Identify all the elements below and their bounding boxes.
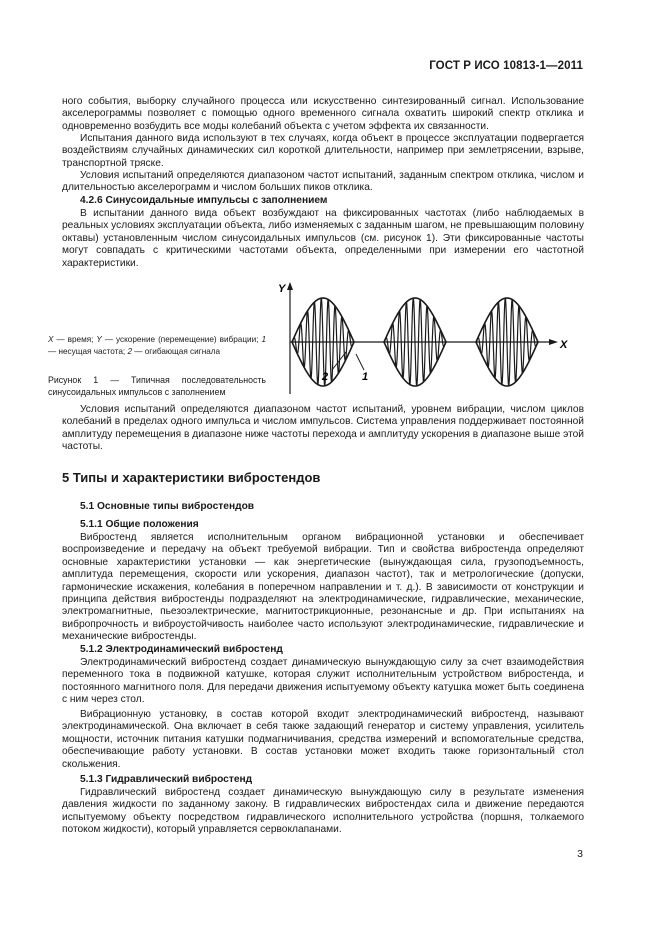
paragraph-4: В испытании данного вида объект возбуждают на фиксированных частотах (либо наблюдаемых в реальных условиях эксплуатации объекта, либо изменяемых с заданным шагом, не превышающим половину октавы) установленным числом синусоидальных импульсов (см. рисунок 1). Эти фиксированные частоты могут совпадать с критическими частотами объекта, определенными при измерении его частотной характеристики.	[62, 208, 584, 269]
heading-5-1-1: 5.1.1 Общие положения	[80, 519, 199, 530]
paragraph-8: Вибрационную установку, в состав которой входит электродинамический вибростенд, называют электродинамической. Она включает в себя также задающий генератор и систему управления, усилитель мощности, источник питания катушки подмагничивания, средства измерений и вспомогательные средства, обеспечивающие работу установки. В состав установки может входить также горизонтальный стол скольжения.	[62, 709, 584, 770]
callout-1-leader	[356, 354, 364, 370]
legend-y-symbol: Y	[96, 335, 102, 344]
paragraph-9: Гидравлический вибростенд создает динамическую вынуждающую силу в результате изменения давления жидкости по заданному закону. В гидравлических вибростендах сила и движение передаются испытуемому объекту посредством гидравлического исполнительного устройства (поршня, толкаемого потоком жидкости), который управляется сервоклапанами.	[62, 787, 584, 836]
document-header: ГОСТ Р ИСО 10813-1—2011	[429, 60, 583, 72]
callout-1-label: 1	[362, 371, 369, 383]
paragraph-7: Электродинамический вибростенд создает динамическую вынуждающую силу за счет взаимодействия переменного тока в подвижной катушке, которая служит исполнительным устройством вибростенда, и постоянного магнитного поля. Для передачи движения испытуемому объекту катушка может быть соединена с ним через стол.	[62, 657, 584, 706]
legend-x-symbol: X	[48, 335, 54, 344]
heading-section-5: 5 Типы и характеристики вибростендов	[62, 470, 321, 485]
legend-2-symbol: 2	[127, 346, 132, 356]
heading-4-2-6: 4.2.6 Синусоидальные импульсы с заполнением	[80, 195, 328, 206]
paragraph-5: Условия испытаний определяются диапазоном частот испытаний, уровнем вибрации, числом циклов колебаний в пределах одного импульса и числом импульсов. Система управления поддерживает постоянной амплитуду перемещения в диапазоне ниже частоты перехода и амплитуду ускорения в диапазоне выше этой частоты.	[62, 404, 584, 453]
x-axis-arrow	[549, 339, 558, 345]
figure-1-caption-block	[48, 334, 266, 398]
figure-1-caption: Рисунок 1 — Типичная последовательность синусоидальных импульсов с заполнением	[48, 375, 266, 397]
legend-1-desc: — несущая частота;	[48, 346, 128, 356]
y-axis-label: Y	[278, 283, 286, 295]
page-number: 3	[577, 848, 583, 860]
figure-1-sine-bursts	[276, 280, 576, 400]
paragraph-3: Условия испытаний определяются диапазоном частот испытаний, заданным спектром отклика, числом и длительностью акселерограмм и числом больших пиков отклика.	[62, 170, 584, 194]
x-axis-label: X	[560, 339, 568, 351]
y-axis-arrow	[287, 282, 293, 290]
heading-5-1-2: 5.1.2 Электродинамический вибростенд	[80, 644, 283, 655]
heading-5-1: 5.1 Основные типы вибростендов	[80, 501, 255, 512]
callout-2-label: 2	[322, 371, 329, 383]
paragraph-1: ного события, выборку случайного процесса или искусственно синтезированный сигнал. Использование акселерограммы позволяет с помощью одного временного сигнала охватить широкий спектр отклика и одновременно возбудить все моды колебаний объекта с учетом эффекта их связанности.	[62, 96, 584, 132]
paragraph-6: Вибростенд является исполнительным органом вибрационной установки и обеспечивает воспроизведение и передачу на объект требуемой вибрации. Тип и свойства вибростенда определяют основные характеристики установки — как энергетические (вынуждающая сила, грузоподъемность, амплитуда перемещения, скорости или ускорения, диапазон частот), так и метрологические (допуски, гармонические искажения, колебания в поперечном направлении и т. д.). В зависимости от конструкции и принципа действия вибростенды подразделяют на электродинамические, гидравлические, механические, электромагнитные, пьезоэлектрические, магнитострикционные, резонансные и др. При испытаниях на вибропрочность и виброустойчивость наиболее часто используют электродинамические, гидравлические и механические вибростенды.	[62, 532, 584, 643]
legend-2-desc: — огибающая сигнала	[132, 346, 221, 356]
heading-5-1-3: 5.1.3 Гидравлический вибростенд	[80, 774, 253, 785]
legend-y-desc: — ускорение (перемещение) вибрации;	[101, 335, 262, 344]
paragraph-2: Испытания данного вида используют в тех случаях, когда объект в процессе эксплуатации подвергается воздействиям случайных динамических сил короткой длительности, например при землетрясении, взрыве, транспортной тряске.	[62, 133, 584, 169]
figure-1-legend	[48, 334, 266, 357]
legend-x-desc: — время;	[53, 335, 97, 344]
legend-1-symbol: 1	[261, 335, 266, 344]
